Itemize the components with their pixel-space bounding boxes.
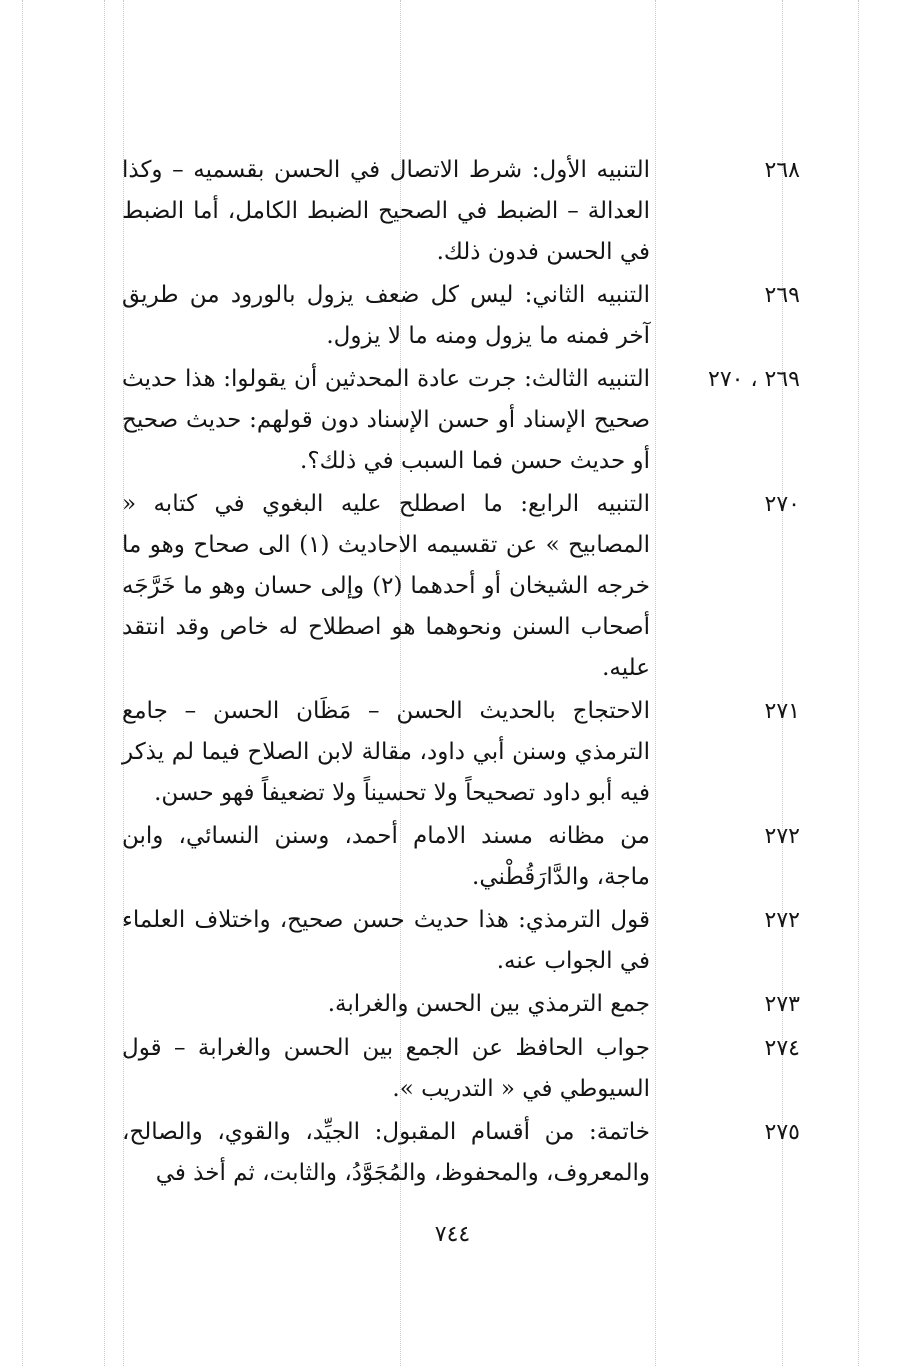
scan-guide-line <box>22 0 23 1366</box>
page-reference: ٢٦٨ <box>764 158 800 183</box>
entry-text: قول الترمذي: هذا حديث حسن صحيح، واختلاف العلماء في الجواب عنه. <box>122 907 650 974</box>
page-reference: ٢٧٢ <box>764 824 800 849</box>
index-entry <box>110 984 800 1026</box>
entry-text: التنبيه الأول: شرط الاتصال في الحسن بقسميه – وكذا العدالة – الضبط في الصحيح الضبط الكامل، أما الضبط في الحسن فدون ذلك. <box>122 157 650 265</box>
page-reference: ٢٧٠ <box>764 492 800 517</box>
entry-text: التنبيه الثاني: ليس كل ضعف يزول بالورود من طريق آخر فمنه ما يزول ومنه ما لا يزول. <box>122 282 650 349</box>
index-entry <box>110 816 800 898</box>
entry-text: من مظانه مسند الامام أحمد، وسنن النسائي، وابن ماجة، والدَّارَقُطْني. <box>122 823 650 890</box>
page-reference: ٢٧٢ <box>764 908 800 933</box>
page-reference: ٢٦٩ <box>764 283 800 308</box>
index-entry <box>110 900 800 982</box>
page-reference: ٢٧٤ <box>764 1036 800 1061</box>
page-number: ٧٤٤ <box>434 1222 471 1247</box>
index-entry <box>110 1112 800 1194</box>
page-reference: ٢٦٩ ، ٢٧٠ <box>708 367 800 392</box>
page-reference: ٢٧٣ <box>764 992 800 1017</box>
index-entry <box>110 150 800 273</box>
entry-text: خاتمة: من أقسام المقبول: الجيِّد، والقوي، والصالح، والمعروف، والمحفوظ، والمُجَوَّدُ، والثابت، ثم أخذ في <box>122 1119 650 1186</box>
entry-text: جواب الحافظ عن الجمع بين الحسن والغرابة – قول السيوطي في « التدريب ». <box>122 1035 650 1102</box>
page-reference: ٢٧٥ <box>764 1120 800 1145</box>
index-entry <box>110 691 800 814</box>
scan-guide-line <box>104 0 105 1366</box>
index-entry <box>110 1028 800 1110</box>
entry-text: التنبيه الرابع: ما اصطلح عليه البغوي في كتابه « المصابيح » عن تقسيمه الاحاديث (١) الى صحاح وهو ما خرجه الشيخان أو أحدهما (٢) وإلى حسان وهو ما خَرَّجَه أصحاب السنن ونحوهما هو اصطلاح له خاص وقد انتقد عليه. <box>122 491 650 681</box>
index-list <box>110 150 800 1196</box>
entry-text: جمع الترمذي بين الحسن والغرابة. <box>327 991 650 1017</box>
index-entry <box>110 359 800 482</box>
index-entry <box>110 275 800 357</box>
entry-text: الاحتجاج بالحديث الحسن – مَظَان الحسن – جامع الترمذي وسنن أبي داود، مقالة لابن الصلاح فيما لم يذكر فيه أبو داود تصحيحاً ولا تحسيناً ولا تضعيفاً فهو حسن. <box>122 698 650 806</box>
scan-guide-line <box>858 0 859 1366</box>
index-entry <box>110 484 800 689</box>
page-reference: ٢٧١ <box>764 699 800 724</box>
entry-text: التنبيه الثالث: جرت عادة المحدثين أن يقولوا: هذا حديث صحيح الإسناد أو حسن الإسناد دون قولهم: حديث صحيح أو حديث حسن فما السبب في ذلك؟. <box>122 366 650 474</box>
